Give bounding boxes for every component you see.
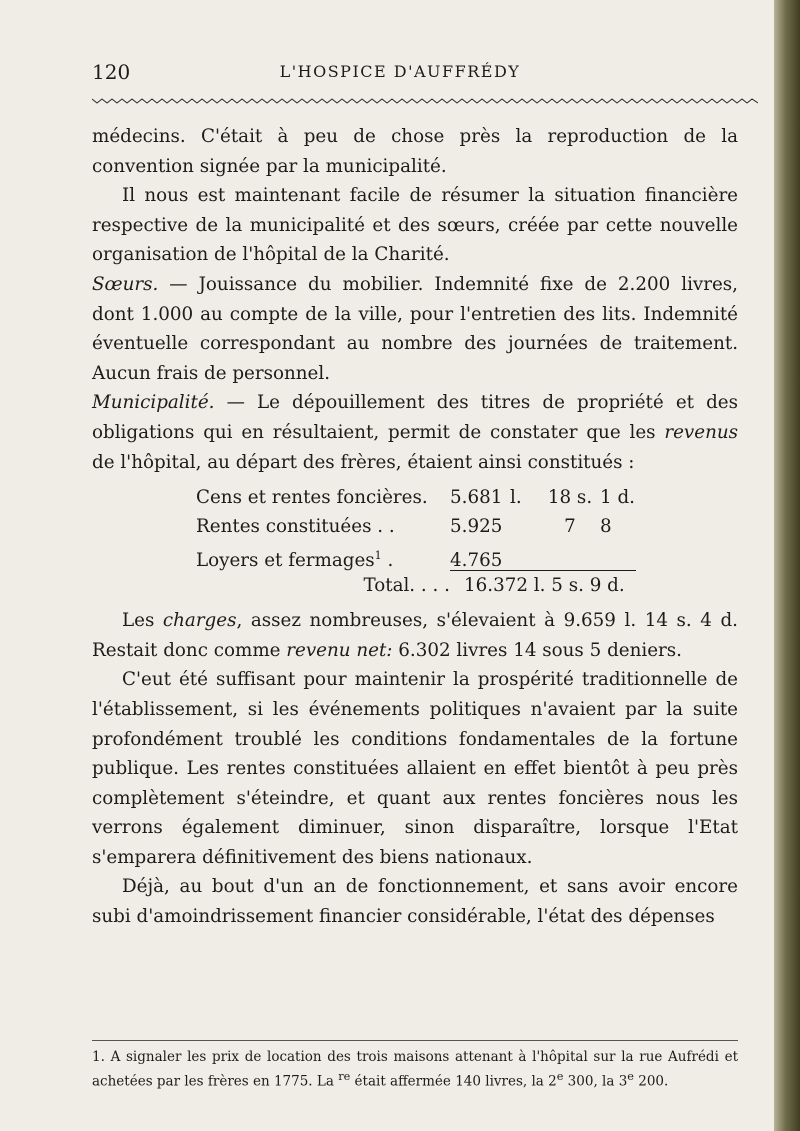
header-rule <box>92 98 758 104</box>
footnote-rule <box>92 1040 738 1041</box>
footnote-number: 1. <box>92 1049 105 1065</box>
paragraph-5-text-b: , assez nombreuses, s'élevaient à 9.659 l. 14 s. 4 d. Restait donc comme <box>92 610 738 661</box>
footnote-text-3: 300, la 3 <box>563 1073 628 1090</box>
row-deniers: 8 <box>600 516 612 538</box>
row-label-text: Loyers et fermages <box>196 550 375 572</box>
page-number: 120 <box>92 60 131 84</box>
paragraph-6: C'eut été suffisant pour maintenir la prospérité traditionnelle de l'établissement, si les événements politiques n'avaient par la suite profondément troublé les conditions fondamentales de la fortune publique. Les rentes constituées allaient en effet bientôt à peu près complètement s'éteindre, et quant aux rentes foncières nous les verrons également diminuer, sinon disparaître, lorsque l'Etat s'emparera définitivement des biens nationaux. <box>92 669 738 868</box>
paragraph-5 <box>92 606 738 665</box>
row-label: Cens et rentes foncières. <box>196 487 428 509</box>
total-value: 16.372 l. 5 s. 9 d. <box>464 575 625 597</box>
row-amount: 5.681 <box>450 487 503 509</box>
row-deniers: 1 d. <box>600 487 635 509</box>
row-livres: l. <box>510 487 522 509</box>
total-label: Total. . . . <box>363 575 450 597</box>
footnote-ordinal-3: e <box>627 1070 634 1083</box>
row-label: Rentes constituées . . <box>196 516 395 538</box>
row-amount: 5.925 <box>450 516 503 538</box>
footnote-ordinal-2: e <box>556 1070 564 1083</box>
book-binding-edge <box>774 0 800 1131</box>
paragraph-5-emphasis-2: revenu net: <box>286 639 393 661</box>
paragraph-5-text-c: 6.302 livres 14 sous 5 deniers. <box>392 639 682 661</box>
paragraph-4-text-a: — Le dépouillement des titres de propriété et des obligations qui en résultaient, permit de constater que les <box>92 392 738 443</box>
paragraph-3-lead: Sœurs. <box>92 273 159 295</box>
paragraph-5-emphasis: charges <box>162 610 237 632</box>
row-sous: 18 s. <box>547 487 593 509</box>
revenue-table <box>196 483 738 600</box>
table-row <box>196 483 738 512</box>
footnote <box>92 1048 738 1092</box>
paragraph-3 <box>92 270 738 388</box>
running-title: L'HOSPICE D'AUFFRÉDY <box>279 62 521 81</box>
paragraph-7: Déjà, au bout d'un an de fonctionnement, et sans avoir encore subi d'amoindrissement financier considérable, l'état des dépenses <box>92 876 738 928</box>
paragraph-3-text: — Jouissance du mobilier. Indemnité fixe de 2.200 livres, dont 1.000 au compte de la ville, pour l'entretien des lits. Indemnité éventuelle correspondant au nombre des journées de traitement. Aucun frais de personnel. <box>92 273 738 384</box>
footnote-marker: 1 <box>374 549 382 563</box>
paragraph-2: Il nous est maintenant facile de résumer la situation financière respective de la municipalité et des sœurs, créée par cette nouvelle organisation de l'hôpital de la Charité. <box>92 185 738 266</box>
row-sous: 7 <box>564 516 576 538</box>
total-row <box>196 571 738 600</box>
footnote-ordinal-1: re <box>338 1070 351 1083</box>
table-row <box>196 541 738 570</box>
paragraph-5-text-a: Les <box>122 610 163 632</box>
row-amount: 4.765 <box>450 550 503 572</box>
paragraph-4-lead: Municipalité. <box>92 392 215 414</box>
table-row <box>196 512 738 541</box>
row-label-end: . <box>381 550 394 572</box>
footnote-text-2: était affermée 140 livres, la 2 <box>350 1073 557 1090</box>
footnote-text: A signaler les prix de location des trois maisons attenant à l'hôpital sur la rue Aufrédi et achetées par les frères en 1775. La <box>92 1049 738 1090</box>
paragraph-4-emphasis: revenus <box>664 421 738 443</box>
paragraph-4 <box>92 388 738 477</box>
body-text <box>92 122 738 932</box>
paragraph-4-text-b: de l'hôpital, au départ des frères, étaient ainsi constitués : <box>92 451 635 473</box>
footnote-text-4: 200. <box>633 1073 669 1090</box>
paragraph-1: médecins. C'était à peu de chose près la reproduction de la convention signée par la municipalité. <box>92 126 738 177</box>
